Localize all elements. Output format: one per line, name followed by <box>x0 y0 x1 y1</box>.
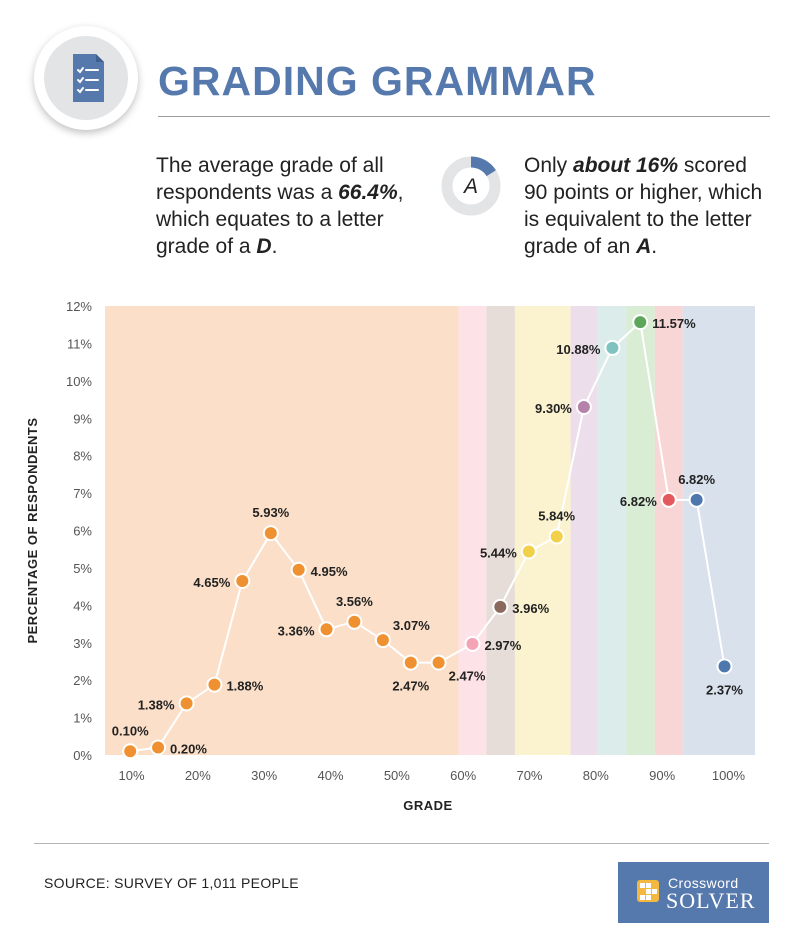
data-point-8 <box>347 615 361 629</box>
data-point-20 <box>690 493 704 507</box>
x-tick-label: 10% <box>118 768 145 783</box>
a-grade-text-suffix: . <box>651 235 658 258</box>
y-tick-label: 12% <box>65 299 92 314</box>
data-label-4: 4.65% <box>193 575 231 591</box>
a-grade-donut <box>440 155 502 217</box>
grade-band-6 <box>626 306 655 755</box>
x-tick-label: 90% <box>649 768 676 783</box>
grade-bands <box>105 306 755 755</box>
checklist-document-icon <box>44 36 128 120</box>
data-label-13: 3.96% <box>512 600 550 616</box>
average-grade-letter: D <box>256 235 272 258</box>
logo-text-top: Crossword <box>668 875 739 891</box>
donut-letter: A <box>463 175 479 198</box>
y-tick-label: 8% <box>73 448 92 464</box>
data-point-13 <box>493 600 507 614</box>
x-tick-label: 50% <box>383 768 410 783</box>
y-tick-label: 3% <box>73 635 92 651</box>
title-icon-badge <box>34 26 138 130</box>
title-icon-background <box>44 36 128 120</box>
y-tick-label: 0% <box>73 748 92 763</box>
y-tick-label: 5% <box>73 560 92 576</box>
a-grade-value: about 16% <box>573 154 679 177</box>
data-label-11: 2.47% <box>448 668 486 684</box>
grade-band-2 <box>486 306 515 755</box>
data-point-16 <box>577 400 591 414</box>
data-point-7 <box>320 622 334 636</box>
data-label-1: 0.20% <box>170 741 207 757</box>
data-point-10 <box>404 656 418 670</box>
x-tick-label: 60% <box>450 768 477 783</box>
x-tick-label: 40% <box>317 768 344 783</box>
data-point-15 <box>550 529 564 543</box>
logo-text-bottom: SOLVER <box>666 888 756 913</box>
data-point-17 <box>605 341 619 355</box>
data-label-7: 3.36% <box>277 623 315 639</box>
y-tick-label: 1% <box>73 710 92 726</box>
x-tick-label: 30% <box>251 768 278 783</box>
average-grade-value: 66.4% <box>338 181 398 204</box>
y-tick-label: 10% <box>65 373 92 389</box>
data-label-9: 3.07% <box>392 618 430 634</box>
a-grade-stat <box>524 152 774 260</box>
data-label-15: 5.84% <box>538 508 576 524</box>
data-label-2: 1.38% <box>137 697 175 713</box>
data-point-2 <box>180 696 194 710</box>
data-label-18: 11.57% <box>652 316 696 332</box>
grade-band-4 <box>571 306 598 755</box>
data-label-14: 5.44% <box>479 545 517 561</box>
data-label-0: 0.10% <box>111 723 149 739</box>
y-tick-label: 6% <box>73 523 92 539</box>
a-grade-text-prefix: Only <box>524 154 574 177</box>
footer-divider <box>34 843 769 844</box>
data-label-5: 5.93% <box>252 505 290 521</box>
y-tick-label: 7% <box>73 486 92 502</box>
crossword-solver-logo[interactable] <box>618 862 769 923</box>
data-label-17: 10.88% <box>556 341 601 357</box>
x-tick-label: 70% <box>516 768 543 783</box>
y-tick-label: 11% <box>66 336 92 352</box>
y-tick-label: 2% <box>73 673 92 689</box>
data-point-5 <box>264 526 278 540</box>
y-axis-label: PERCENTAGE OF RESPONDENTS <box>25 417 40 644</box>
average-grade-text-middle: , which equates to a letter grade of a <box>156 181 404 258</box>
a-grade-text-middle: scored 90 points or higher, which is equivalent to the letter grade of an <box>524 154 763 258</box>
average-grade-text-suffix: . <box>271 235 278 258</box>
title-divider <box>158 116 770 117</box>
grade-band-5 <box>598 306 627 755</box>
data-label-8: 3.56% <box>335 593 373 609</box>
y-tick-label: 9% <box>73 411 92 427</box>
data-label-6: 4.95% <box>310 563 348 579</box>
data-point-0 <box>123 744 137 758</box>
grade-band-3 <box>515 306 571 755</box>
y-tick-label: 4% <box>73 598 92 614</box>
average-grade-stat <box>156 152 406 260</box>
data-point-1 <box>151 741 165 755</box>
grade-distribution-chart <box>0 290 801 830</box>
data-label-19: 6.82% <box>619 493 657 509</box>
data-label-21: 2.37% <box>706 682 743 698</box>
data-point-12 <box>465 637 479 651</box>
average-grade-text-prefix: The average grade of all respondents was a <box>156 154 384 204</box>
data-label-12: 2.97% <box>484 637 522 653</box>
x-axis-label: GRADE <box>403 798 453 813</box>
x-tick-label: 100% <box>711 768 746 783</box>
data-point-3 <box>207 678 221 692</box>
data-point-9 <box>376 633 390 647</box>
data-point-11 <box>432 656 446 670</box>
grade-band-1 <box>459 306 487 755</box>
a-grade-letter: A <box>636 235 652 258</box>
data-label-16: 9.30% <box>535 401 572 417</box>
data-label-3: 1.88% <box>226 678 264 694</box>
page-title: GRADING GRAMMAR <box>158 58 597 104</box>
data-label-20: 6.82% <box>678 471 716 487</box>
x-tick-label: 80% <box>582 768 609 783</box>
data-point-14 <box>522 544 536 558</box>
data-point-18 <box>633 315 647 329</box>
data-point-19 <box>662 493 676 507</box>
data-point-6 <box>292 563 306 577</box>
x-tick-label: 20% <box>184 768 211 783</box>
y-axis-ticks <box>66 299 92 763</box>
data-point-4 <box>235 574 249 588</box>
data-point-21 <box>717 659 731 673</box>
grade-band-7 <box>655 306 683 755</box>
donut-fill-arc <box>471 162 491 173</box>
data-label-10: 2.47% <box>392 678 430 694</box>
crossword-grid-icon <box>636 879 660 903</box>
source-note: SOURCE: SURVEY OF 1,011 PEOPLE <box>44 875 299 891</box>
x-axis-ticks <box>119 768 746 783</box>
